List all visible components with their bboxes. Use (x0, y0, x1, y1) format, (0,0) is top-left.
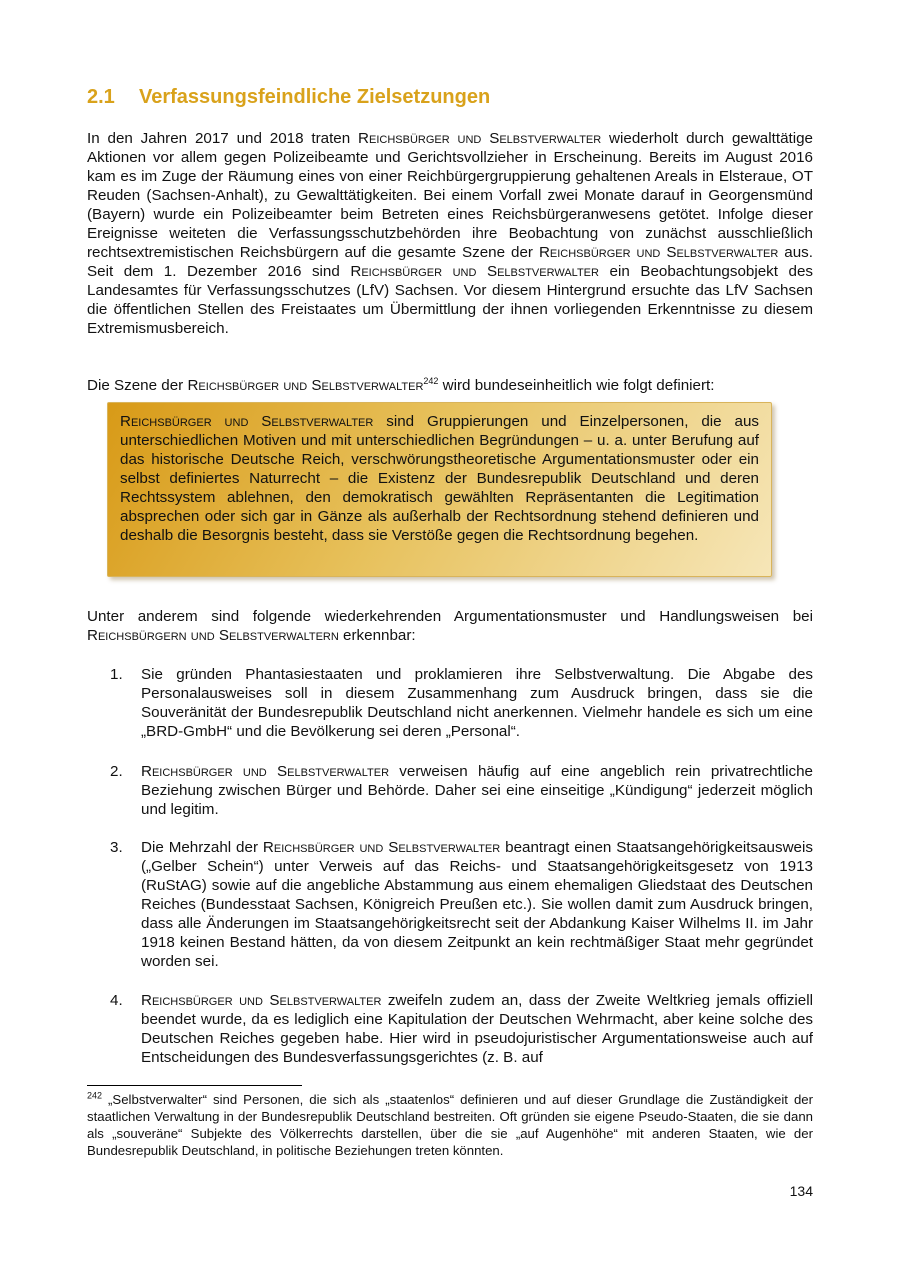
page-number: 134 (789, 1183, 813, 1199)
list-item-text: Reichsbürger und Selbstverwalter zweifeln zudem an, dass der Zweite Weltkrieg jemals offiziell beendet wurde, da es lediglich eine Kapitulation der Deutschen Wehrmacht, aber keine solche des Deutschen Reiches gegeben habe. Hier wird in pseudojuristischer Argumentationsweise auch auf Entscheidungen des Bundesverfassungsgerichtes (z. B. auf (141, 992, 813, 1066)
definition-callout-box (107, 402, 772, 577)
intro-text-3: aus. Seit dem 1. Dezember 2016 sind (87, 244, 813, 280)
definition-smallcaps: Reichsbürger und Selbstverwalter (187, 377, 424, 394)
list-item (110, 838, 813, 971)
list-item-number: 2. (110, 763, 123, 780)
list-intro-text-2: erkennbar: (338, 627, 416, 644)
section-title: Verfassungsfeindliche Zielsetzungen (139, 86, 491, 108)
list-intro-smallcaps: Reichsbürgern und Selbstverwaltern (87, 627, 339, 644)
list-item (110, 991, 813, 1067)
intro-smallcaps-2: Reichsbürger und Selbstverwalter (538, 244, 779, 261)
footnote-text: „Selbstverwalter“ sind Personen, die sich als „staatenlos“ definieren und auf dieser Grundlage die Zuständigkeit der staatlichen Verwaltung in der Bundesrepublik Deutschland bestreiten. Oft gründen sie eigene Pseudo-Staaten, die sie dann als „souveräne“ Subjekte des Völkerrechts darstellen, über die sie „auf Augenhöhe“ mit anderen Staaten, wie der Bundesrepublik Deutschland, in politische Beziehungen treten könnten. (87, 1092, 813, 1158)
list-item-text: Reichsbürger und Selbstverwalter verweisen häufig auf eine angeblich rein privatrechtliche Beziehung zwischen Bürger und Behörde. Daher sei eine einseitige „Kündigung“ jederzeit möglich und legitim. (141, 763, 813, 818)
list-item-text: Die Mehrzahl der Reichsbürger und Selbstverwalter beantragt einen Staatsangehörigkeitsausweis („Gelber Schein“) unter Verweis auf das Reichs- und Staatsangehörigkeitsgesetz von 1913 (RuStAG) sowie auf die angebliche Abstammung aus einem ehemaligen Gliedstaat des Deutschen Reiches (Bundesstaat Sachsen, Königreich Preußen etc.). Sie wollen damit zum Ausdruck bringen, dass alle Änderungen im Staatsangehörigkeitsrecht seit der Abdankung Kaiser Wilhelms II. im Jahr 1918 keinen Bestand hätten, da von diesem Zeitpunkt an kein rechtmäßiger Staat mehr gegründet worden sei. (141, 839, 813, 970)
definition-line (87, 376, 813, 395)
list-item-number: 4. (110, 992, 123, 1009)
list-item-number: 3. (110, 839, 123, 856)
intro-text-2: wiederholt durch gewalttätige Aktionen vor allem gegen Polizeibeamte und Gerichtsvollzieher in Erscheinung. Bereits im August 2016 kam es im Zuge der Räumung eines von einer Reichbürgergruppierung gehaltenen Areals in Elsteraue, OT Reuden (Sachsen-Anhalt), zu Gewalttätigkeiten. Bei einem Vorfall zwei Monate darauf in Georgensmünd (Bayern) wurde ein Polizeibeamter beim Betreten eines Reichsbürgeranwesens getötet. Infolge dieser Ereignisse weiteten die Verfassungsschutzbehörden ihre Beobachtung von zunächst ausschließlich rechtsextremistischen Reichsbürgern auf die gesamte Szene der (87, 130, 813, 261)
intro-text-4: ein Beobachtungsobjekt des Landesamtes für Verfassungsschutzes (LfV) Sachsen. Vor diesem Hintergrund ersuchte das LfV Sachsen die öffentlichen Stellen des Freistaates um Übermittlung der ihnen vorliegenden Erkenntnisse zu diesem Extremismusbereich. (87, 263, 813, 337)
intro-paragraph (87, 129, 813, 338)
definition-text-2: wird bundeseinheitlich wie folgt definiert: (438, 377, 715, 394)
footnote-divider (87, 1085, 302, 1086)
intro-smallcaps-1: Reichsbürger und Selbstverwalter (358, 130, 602, 147)
intro-smallcaps-3: Reichsbürger und Selbstverwalter (350, 263, 599, 280)
list-intro-text-1: Unter anderem sind folgende wiederkehrenden Argumentationsmuster und Handlungsweisen bei (87, 608, 813, 625)
section-heading (87, 86, 490, 109)
section-number: 2.1 (87, 86, 115, 108)
intro-text-1: In den Jahren 2017 und 2018 traten (87, 130, 359, 147)
definition-text-1: Die Szene der (87, 377, 188, 394)
callout-smallcaps: Reichsbürger und Selbstverwalter (120, 413, 374, 430)
footnote (87, 1091, 813, 1159)
list-item-text: Sie gründen Phantasiestaaten und proklamieren ihre Selbstverwaltung. Die Abgabe des Personalausweises soll in diesem Zusammenhang zum Ausdruck bringen, dass sie die Souveränität der Bundesrepublik Deutschland nicht anerkennen. Vielmehr handele es sich um eine „BRD-GmbH“ und die Bevölkerung sei deren „Personal“. (141, 666, 813, 740)
list-intro-paragraph (87, 607, 813, 645)
footnote-reference[interactable]: 242 (423, 375, 439, 386)
footnote-number: 242 (87, 1090, 103, 1101)
callout-text: sind Gruppierungen und Einzelpersonen, die aus unterschiedlichen Motiven und mit unterschiedlichen Begründungen – u. a. unter Berufung auf das historische Deutsche Reich, verschwörungstheoretische Argumentationsmuster oder ein selbst definiertes Naturrecht – die Existenz der Bundesrepublik Deutschland und deren Rechtssystem ablehnen, den demokratisch gewählten Repräsentanten die Legitimation absprechen oder sich gar in Gänze als außerhalb der Rechtsordnung stehend definieren und deshalb die Besorgnis besteht, dass sie Verstöße gegen die Rechtsordnung begehen. (120, 413, 759, 544)
list-item-number: 1. (110, 666, 123, 683)
list-item (110, 762, 813, 819)
list-item (110, 665, 813, 741)
